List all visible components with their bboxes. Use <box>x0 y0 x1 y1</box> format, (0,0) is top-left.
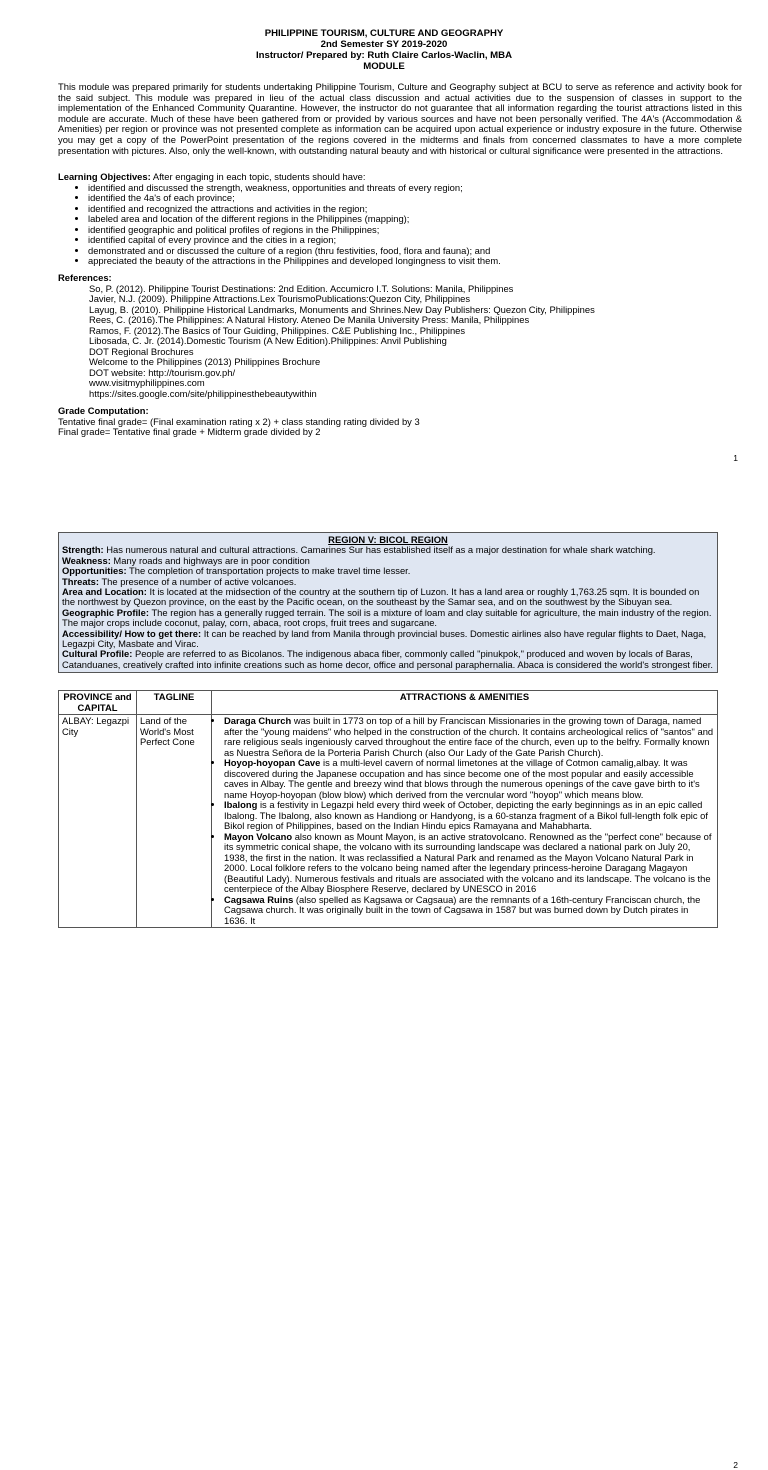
reference-item: Libosada, C. Jr. (2014).Domestic Tourism (A New Edition).Philippines: Anvil Publishing <box>89 335 447 346</box>
region-profile-box <box>58 532 718 673</box>
attraction-item <box>224 716 714 758</box>
references-label: References: <box>58 272 112 283</box>
semester: 2nd Semester SY 2019-2020 <box>320 39 448 50</box>
objectives-lead: After engaging in each topic, students should have: <box>152 171 366 182</box>
profile-cultural <box>62 649 714 670</box>
module-label: MODULE <box>363 61 405 72</box>
attraction-text: is a festivity in Legazpi held every third week of October, depicting the early beginnings as in an epic called Ibalong. The Ibalong, also known as Handiong or Handyong, is a 60-stanza fragment of a Bikol full-length folk epic of Bikol region of Philippines, based on the Indian Hindu epics Ramayana and Mahabharta. <box>224 799 708 831</box>
attraction-item <box>224 832 714 895</box>
reference-item: Rees, C. (2016).The Philippines: A Natural History. Ateneo De Manila University Press: Manila, Philippines <box>89 314 530 325</box>
profile-area-location <box>62 587 714 608</box>
attraction-name: Cagsawa Ruins <box>224 893 294 905</box>
grade-line: Final grade= Tentative final grade + Midterm grade divided by 2 <box>58 426 321 437</box>
references <box>58 273 742 399</box>
grade-line: Tentative final grade= (Final examination rating x 2) + class standing rating divided by 3 <box>58 415 420 427</box>
objectives-label: Learning Objectives: <box>58 171 151 182</box>
attraction-text: (also spelled as Kagsawa or Cagsaua) are the remnants of a 16th-century Franciscan church, the Cagsawa church. It was originally built in the town of Cagsawa in 1587 but was burned down by Dutch pirates in 1636. It <box>224 893 701 926</box>
learning-objectives <box>58 172 742 267</box>
profile-text: Many roads and highways are in poor condition <box>113 554 310 566</box>
reference-item: So, P. (2012). Philippine Tourist Destinations: 2nd Edition. Accumicro I.T. Solutions: Manila, Philippines <box>89 282 514 294</box>
attraction-name: Mayon Volcano <box>224 830 293 842</box>
reference-item: Javier, N.J. (2009). Philippine Attractions.Lex TourismoPublications:Quezon City, Philippines <box>89 293 471 304</box>
objectives-list <box>58 183 742 267</box>
attractions-cell <box>212 715 718 928</box>
profile-label: Weakness: <box>62 554 111 566</box>
page-2 <box>0 505 768 1470</box>
attractions-table <box>58 690 718 928</box>
profile-label: Threats: <box>62 575 99 587</box>
intro-paragraph: This module was prepared primarily for students undertaking Philippine Tourism, Culture and Geography subject at BCU to serve as reference and activity book for the said subject. This module was prepared in lieu of the actual class discussion and actual activities due to the suspension of classes in support to the implementation of the Enhanced Community Quarantine. However, the instructor do not guarantee that all information regarding the tourist attractions listed in this module are accurate. Much of these have been gathered from or provided by various sources and have not been personally verified. The 4A's (Accommodation & Amenities) per region or province was not presented complete as information can be acquired upon actual experience or industry exposure in the future. Otherwise you may get a copy of the PowerPoint presentation of the regions covered in the midterms and finals from concerned classmates to have a more complete presentation with pictures. Also, only the well-known, with outstanding natural beauty and with historical or cultural significance were presented in the attractions. <box>58 81 742 156</box>
province-cell: ALBAY: Legazpi City <box>59 715 137 928</box>
course-title: PHILIPPINE TOURISM, CULTURE AND GEOGRAPHY <box>264 28 504 39</box>
references-list <box>58 284 742 400</box>
objective-item: • identified geographic and political profiles of regions in the Philippines; <box>88 225 742 236</box>
profile-label: Area and Location: <box>62 586 147 598</box>
attraction-name: Daraga Church <box>224 715 292 726</box>
objective-item: • identified capital of every province and the cities in a region; <box>88 235 742 246</box>
page-number: 1 <box>733 453 738 463</box>
table-row <box>59 715 718 928</box>
profile-text: People are referred to as Bicolanos. The indigenous abaca fiber, commonly called "pinukpok," produced and woven by locals of Baras, Catanduanes, creatively crafted into infinite creations such as home decor, office and personal paraphernalia. Abaca is considered the world's strongest fiber. <box>62 648 713 670</box>
column-header-tagline: TAGLINE <box>137 691 212 715</box>
profile-text: Has numerous natural and cultural attractions. Camarines Sur has established itself as a major destination for whale shark watching. <box>106 544 656 556</box>
attractions-list <box>215 716 714 926</box>
module-header <box>0 28 768 72</box>
attraction-name: Ibalong <box>224 799 258 810</box>
profile-label: Accessibility/ How to get there: <box>62 627 202 639</box>
profile-text: It can be reached by land from Manila through provincial buses. Domestic airlines also have regular flights to Daet, Naga, Legazpi City, Masbate and Virac. <box>62 627 707 650</box>
objective-item: • identified and recognized the attractions and activities in the region; <box>88 204 742 215</box>
objective-item: • demonstrated and or discussed the culture of a region (thru festivities, food, flora and fauna); and <box>88 246 742 257</box>
page-number: 2 <box>733 1460 738 1470</box>
region-title: REGION V: BICOL REGION <box>328 534 448 545</box>
attraction-text: was built in 1773 on top of a hill by Franciscan Missionaries in the growing town of Daraga, named after the "young maidens" who helped in the construction of the church. It contains archeological relics of "santos" and rare religious seals ingeniously carved throughout the entire face of the church, even up to the belfry. Formally known as Nuestra Señora de la Porteria Parish Church (also Our Lady of the Gate Parish Church). <box>224 715 714 758</box>
table-header-row <box>59 691 718 715</box>
profile-label: Opportunities: <box>62 565 127 577</box>
tagline-cell: Land of the World's Most Perfect Cone <box>137 715 212 928</box>
reference-item: https://sites.google.com/site/philippinesthebeautywithin <box>89 387 317 399</box>
attraction-text: is a multi-level cavern of normal limetones at the village of Cotmon camalig,albay. It was discovered during the Japanese occupation and has since become one of the most popular and easily accessible caves in Albay. The gentle and breezy wind that blows through the numerous openings of the cave gave birth to it's name Hoyop-hoyopan (blow blow) which derived from the vercnular word "hoyop" which means blow. <box>224 757 700 800</box>
profile-text: The presence of a number of active volcanoes. <box>101 575 297 587</box>
profile-label: Strength: <box>62 544 104 556</box>
grade-computation <box>58 406 742 438</box>
profile-label: Geographic Profile: <box>62 606 149 618</box>
reference-item: Welcome to the Philippines (2013) Philippines Brochure <box>89 356 321 367</box>
profile-text: It is located at the midsection of the country at the southern tip of Luzon. It has a land area or roughly 1,763.25 sqm. It is bounded on the northwest by Quezon province, on the east by the Pacific ocean, on the southeast by the Samar sea, and on the southwest by the Sibuyan sea. <box>62 586 700 608</box>
grade-label: Grade Computation: <box>58 405 149 416</box>
page-1 <box>0 0 768 500</box>
attraction-item <box>224 895 714 927</box>
instructor: Instructor/ Prepared by: Ruth Claire Carlos-Waclin, MBA <box>255 50 513 61</box>
reference-item: DOT website: http://tourism.gov.ph/ <box>89 366 236 378</box>
profile-text: The completion of transportation projects to make travel time lesser. <box>129 565 411 577</box>
column-header-attractions: ATTRACTIONS & AMENITIES <box>212 691 718 715</box>
objective-item: • labeled area and location of the different regions in the Philippines (mapping); <box>88 214 742 225</box>
objective-item: • identified and discussed the strength, weakness, opportunities and threats of every region; <box>88 183 742 194</box>
profile-accessibility <box>62 629 714 650</box>
objective-item: • identified the 4a's of each province; <box>88 193 742 204</box>
reference-item: Layug, B. (2010). Philippine Historical Landmarks, Monuments and Shrines.New Day Publishers: Quezon City, Philippines <box>89 303 595 315</box>
reference-item: www.visitmyphilippines.com <box>89 377 205 388</box>
attraction-name: Hoyop-hoyopan Cave <box>224 757 321 768</box>
attraction-item <box>224 800 714 832</box>
attraction-text: also known as Mount Mayon, is an active stratovolcano. Renowned as the "perfect cone" because of its symmetric conical shape, the volcano with its surrounding landscape was declared a national park on July 20, 1938, the first in the nation. It was reclassified a Natural Park and renamed as the Mayon Volcano Natural Park in 2000. Local folklore refers to the volcano being named after the legendary princess-heroine Daragang Magayon (Beautiful Lady). Numerous festivals and rituals are associated with the volcano and its landscape. The volcano is the centerpiece of the Albay Biosphere Reserve, declared by UNESCO in 2016 <box>224 830 712 894</box>
objective-item: • appreciated the beauty of the attractions in the Philippines and developed longingness to visit them. <box>88 256 742 267</box>
profile-geographic <box>62 608 714 629</box>
attraction-item <box>224 758 714 800</box>
profile-label: Cultural Profile: <box>62 648 133 660</box>
column-header-province: PROVINCE and CAPITAL <box>59 691 137 715</box>
reference-item: DOT Regional Brochures <box>89 345 194 357</box>
profile-text: The region has a generally rugged terrain. The soil is a mixture of loam and clay suitable for agriculture, the main industry of the region. The major crops include coconut, palay, corn, abaca, root crops, fruit trees and sugarcane. <box>62 606 712 629</box>
reference-item: Ramos, F. (2012).The Basics of Tour Guiding, Philippines. C&E Publishing Inc., Philippines <box>89 324 466 336</box>
